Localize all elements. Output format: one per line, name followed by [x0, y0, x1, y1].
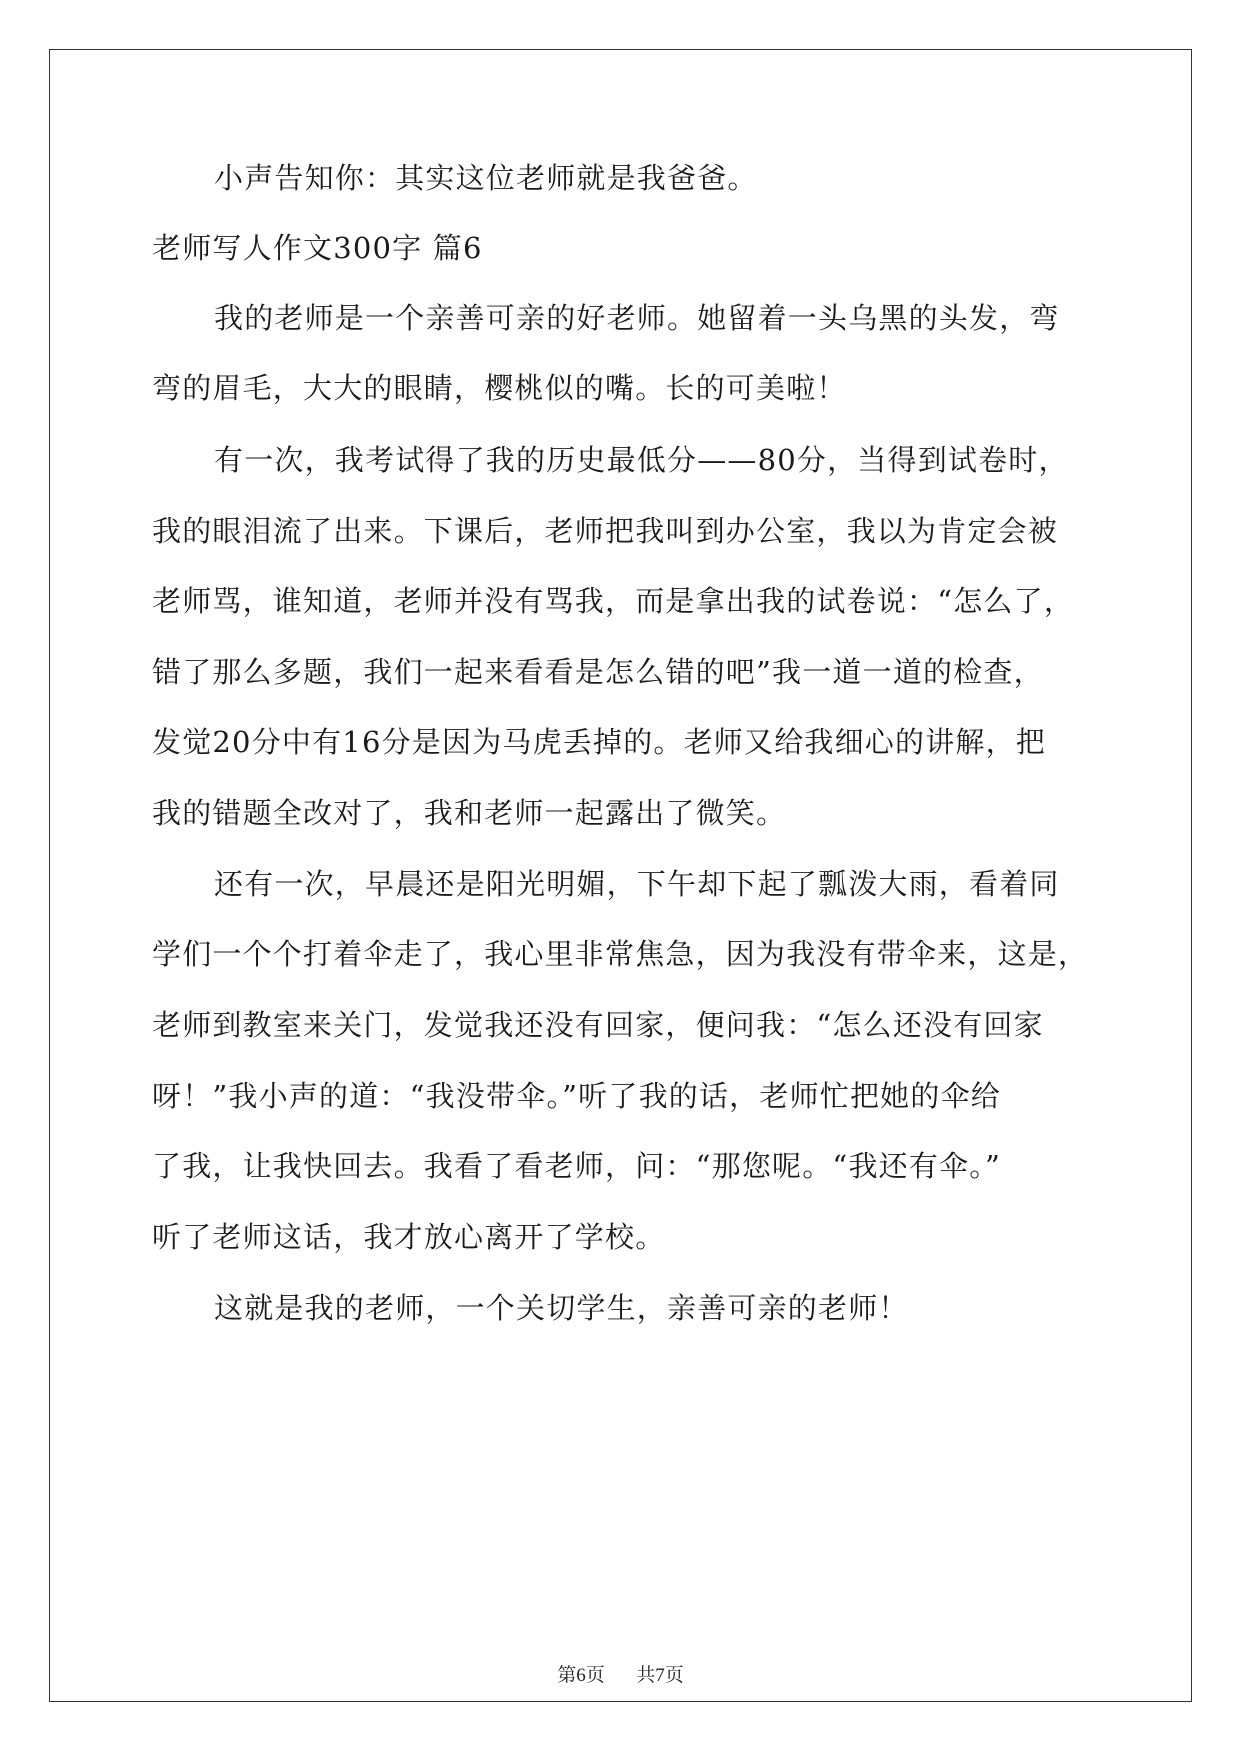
paragraph-line: 错了那么多题，我们一起来看看是怎么错的吧”我一道一道的检查，	[152, 655, 1044, 689]
paragraph-line: 我的错题全改对了，我和老师一起露出了微笑。	[152, 796, 787, 830]
paragraph-line: 弯的眉毛，大大的眼睛，樱桃似的嘴。长的可美啦！	[152, 371, 847, 405]
page-number-total: 共7页	[636, 1665, 684, 1686]
paragraph-line: 这就是我的老师，一个关切学生，亲善可亲的老师！	[214, 1291, 909, 1325]
paragraph-line: 我的眼泪流了出来。下课后，老师把我叫到办公室，我以为肯定会被	[152, 514, 1059, 548]
page-number-current: 第6页	[557, 1665, 605, 1686]
paragraph-line: 还有一次，早晨还是阳光明媚，下午却下起了瓢泼大雨，看着同	[214, 867, 1060, 901]
paragraph-line: 老师骂，谁知道，老师并没有骂我，而是拿出我的试卷说：“怎么了，	[152, 584, 1075, 618]
paragraph-line: 我的老师是一个亲善可亲的好老师。她留着一头乌黑的头发，弯	[214, 301, 1060, 335]
paragraph-line: 学们一个个打着伞走了，我心里非常焦急，因为我没有带伞来，这是，	[152, 937, 1089, 971]
paragraph-line: 听了老师这话，我才放心离开了学校。	[152, 1220, 666, 1254]
paragraph-line: 了我，让我快回去。我看了看老师，问：“那您呢。“我还有伞。”	[152, 1149, 1001, 1183]
paragraph-line: 有一次，我考试得了我的历史最低分——80分，当得到试卷时，	[214, 443, 1069, 477]
paragraph-line: 发觉20分中有16分是因为马虎丢掉的。老师又给我细心的讲解，把	[152, 725, 1047, 759]
paragraph-line: 老师到教室来关门，发觉我还没有回家，便问我：“怎么还没有回家	[152, 1008, 1044, 1042]
paragraph-line: 呀！”我小声的道：“我没带伞。”听了我的话，老师忙把她的伞给	[152, 1079, 1001, 1113]
paragraph-line: 小声告知你：其实这位老师就是我爸爸。	[214, 161, 758, 195]
section-heading: 老师写人作文300字 篇6	[152, 231, 483, 265]
page-footer	[0, 1660, 1241, 1687]
